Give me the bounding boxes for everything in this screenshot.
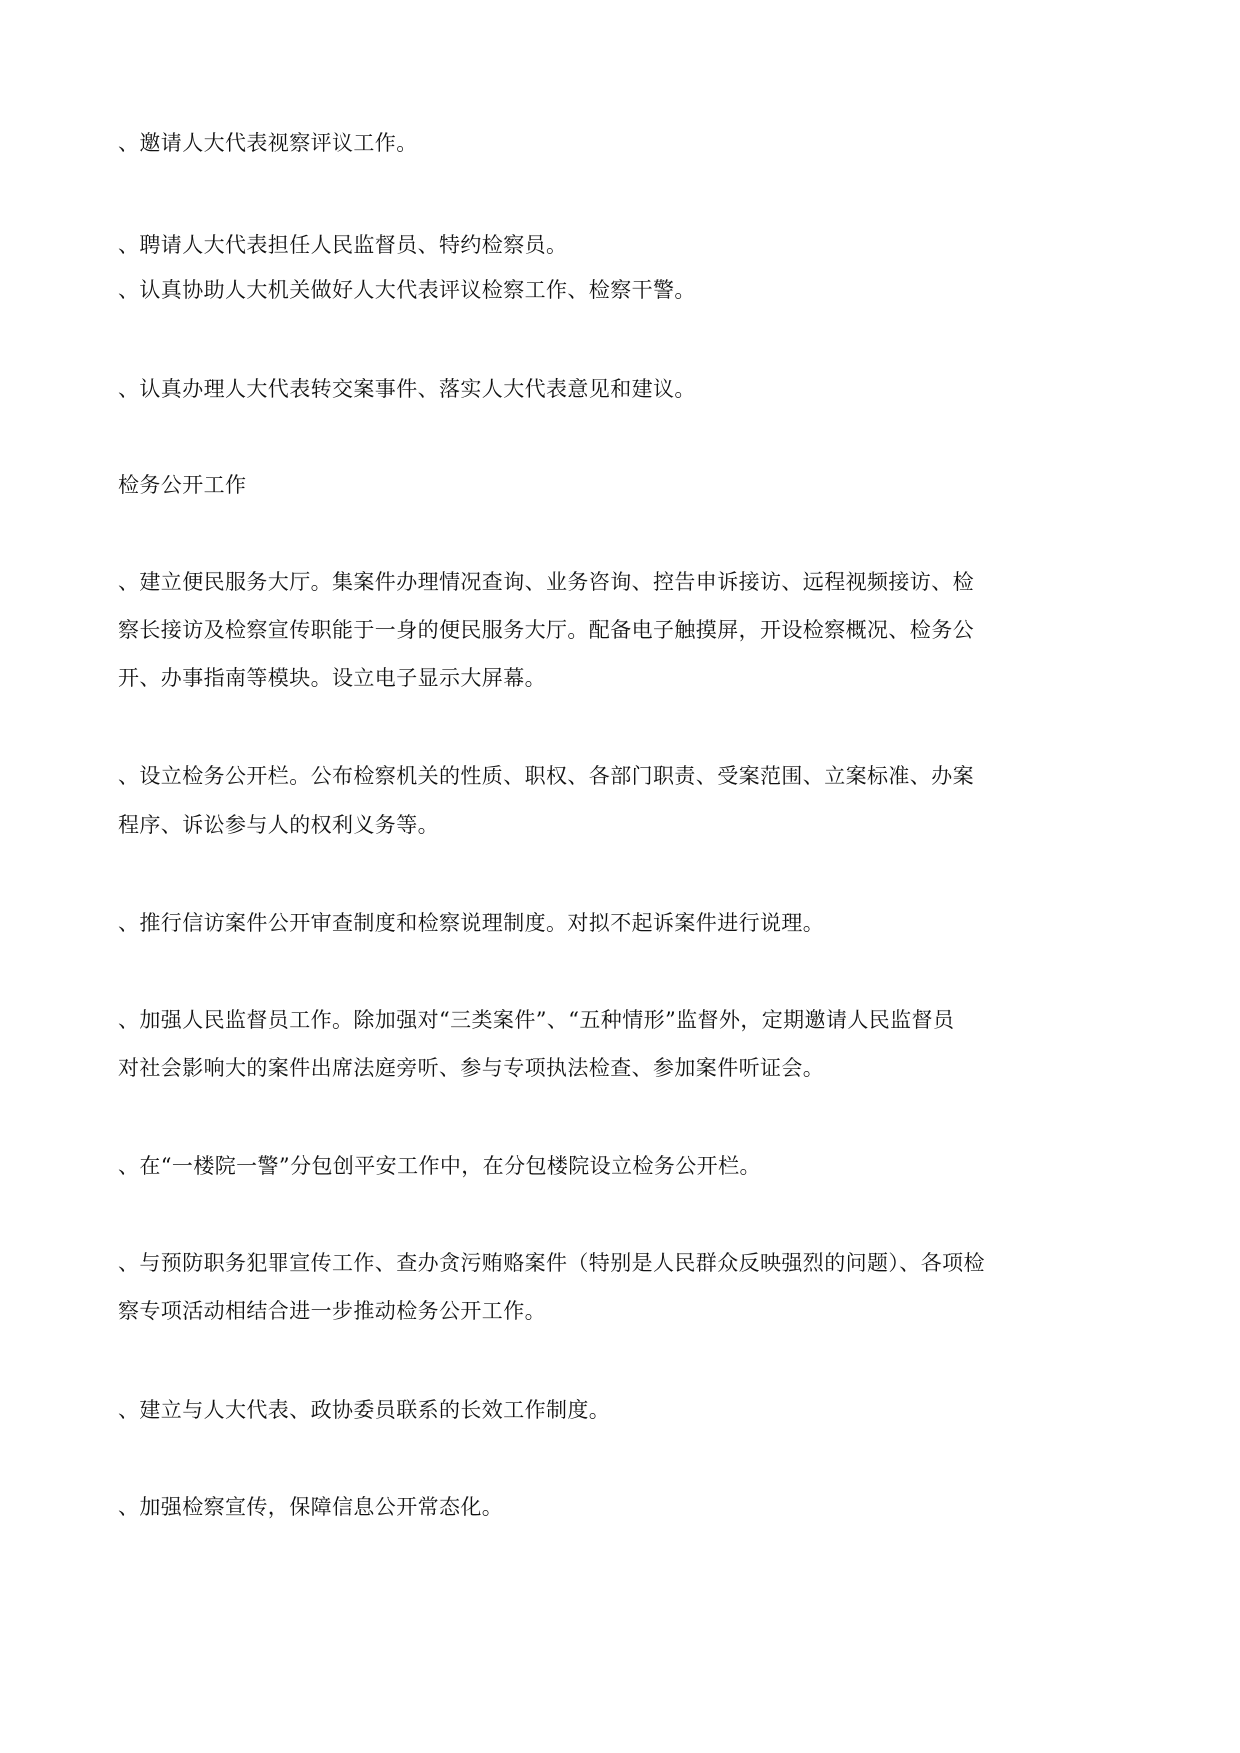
paragraph-8-line-1: 、推行信访案件公开审查制度和检察说理制度。对拟不起诉案件进行说理。 bbox=[118, 911, 825, 935]
paragraph-2-line-1: 、聘请人大代表担任人民监督员、特约检察员。 bbox=[118, 233, 568, 257]
paragraph-10-line-1: 、在“一楼院一警”分包创平安工作中，在分包楼院设立检务公开栏。 bbox=[118, 1154, 761, 1178]
paragraph-9-line-1: 、加强人民监督员工作。除加强对“三类案件”、“五种情形”监督外，定期邀请人民监督员 bbox=[118, 1008, 955, 1032]
paragraph-4-line-1: 、认真办理人大代表转交案事件、落实人大代表意见和建议。 bbox=[118, 377, 696, 401]
section-heading: 检务公开工作 bbox=[118, 473, 247, 497]
paragraph-13-line-1: 、加强检察宣传，保障信息公开常态化。 bbox=[118, 1495, 504, 1519]
paragraph-6-line-3: 开、办事指南等模块。设立电子显示大屏幕。 bbox=[118, 666, 546, 690]
paragraph-7-line-1: 、设立检务公开栏。公布检察机关的性质、职权、各部门职责、受案范围、立案标准、办案 bbox=[118, 764, 974, 788]
paragraph-11-line-1: 、与预防职务犯罪宣传工作、查办贪污贿赂案件（特别是人民群众反映强烈的问题）、各项检 bbox=[118, 1251, 985, 1275]
paragraph-3-line-1: 、认真协助人大机关做好人大代表评议检察工作、检察干警。 bbox=[118, 278, 696, 302]
paragraph-6-line-2: 察长接访及检察宣传职能于一身的便民服务大厅。配备电子触摸屏，开设检察概况、检务公 bbox=[118, 618, 974, 642]
paragraph-1-line-1: 、邀请人大代表视察评议工作。 bbox=[118, 131, 418, 155]
paragraph-12-line-1: 、建立与人大代表、政协委员联系的长效工作制度。 bbox=[118, 1398, 611, 1422]
paragraph-7-line-2: 程序、诉讼参与人的权利义务等。 bbox=[118, 813, 439, 837]
paragraph-9-line-2: 对社会影响大的案件出席法庭旁听、参与专项执法检查、参加案件听证会。 bbox=[118, 1056, 825, 1080]
paragraph-6-line-1: 、建立便民服务大厅。集案件办理情况查询、业务咨询、控告申诉接访、远程视频接访、检 bbox=[118, 570, 974, 594]
paragraph-11-line-2: 察专项活动相结合进一步推动检务公开工作。 bbox=[118, 1299, 546, 1323]
